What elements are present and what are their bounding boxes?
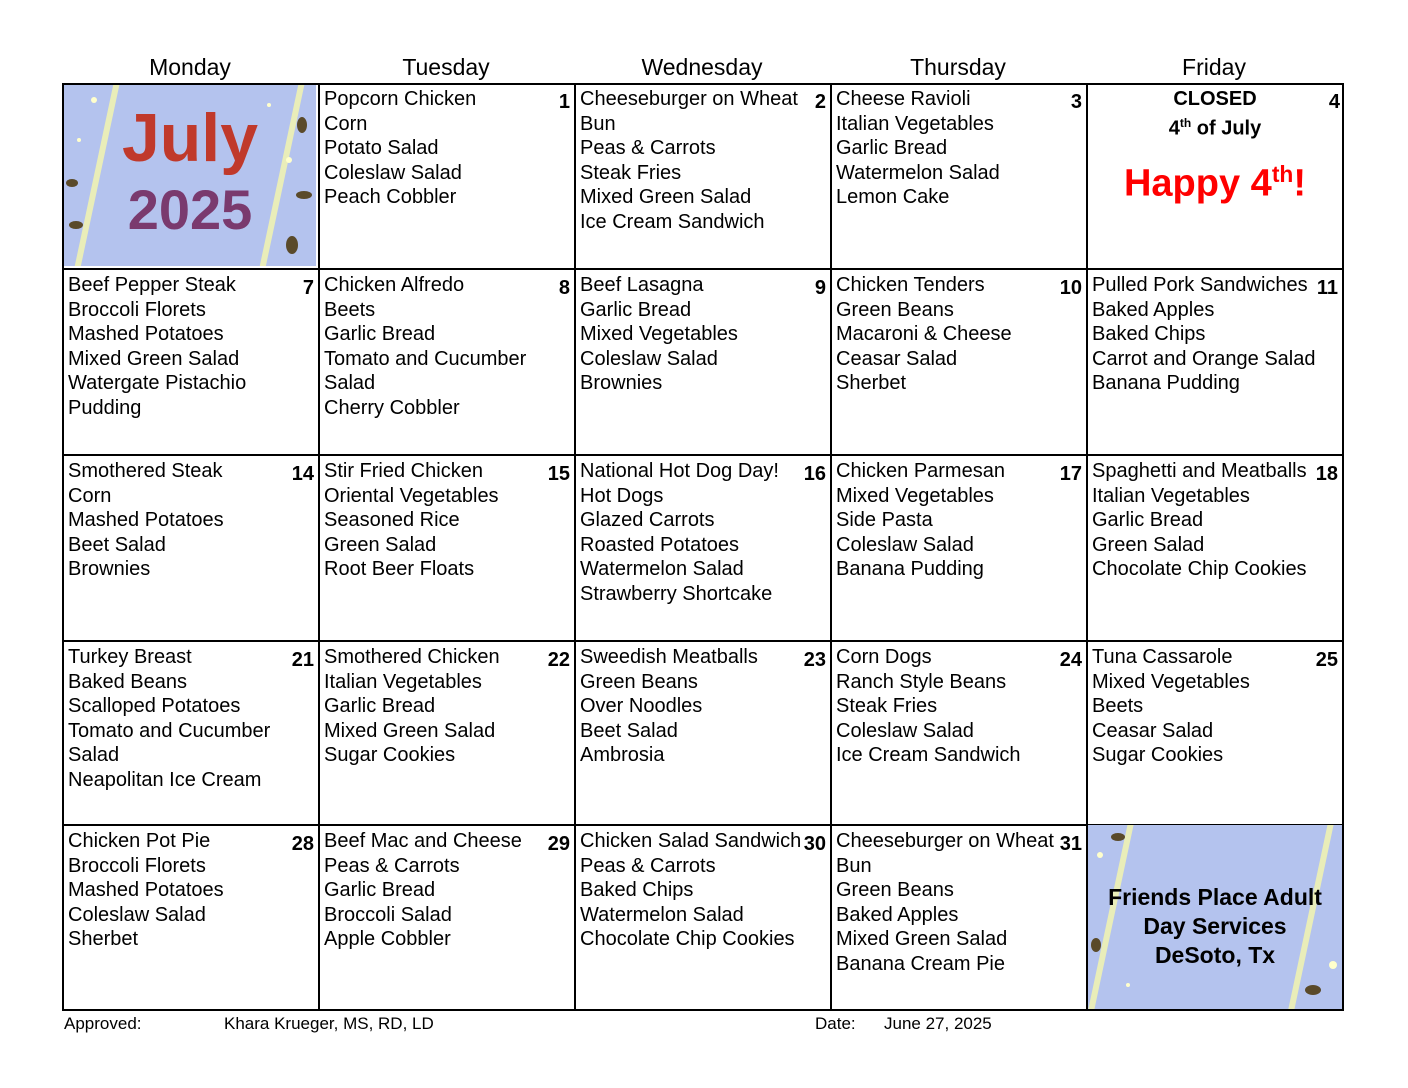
org-line-1: Friends Place Adult	[1108, 884, 1322, 910]
menu-item: Broccoli Florets	[68, 298, 206, 321]
approver-name: Khara Krueger, MS, RD, LD	[224, 1014, 434, 1033]
menu-item: Baked Apples	[836, 903, 959, 926]
day-cell	[576, 457, 828, 641]
approval-date: June 27, 2025	[884, 1014, 992, 1033]
date-number: 28	[291, 833, 314, 855]
date-number: 22	[547, 649, 570, 671]
day-cell	[832, 271, 1084, 455]
menu-item: Lemon Cake	[836, 186, 950, 208]
menu-item: Mixed Vegetables	[1092, 670, 1250, 693]
menu-item: Carrot and Orange Salad	[1092, 347, 1316, 370]
date-number: 18	[1315, 463, 1338, 485]
day-header-monday: Monday	[149, 54, 231, 80]
org-line-3: DeSoto, Tx	[1154, 942, 1276, 968]
menu-items	[68, 459, 314, 582]
day-cell	[832, 85, 1084, 269]
menu-item: Steak Fries	[580, 161, 682, 184]
day-header-tuesday: Tuesday	[402, 54, 490, 80]
menu-item: Mixed Vegetables	[580, 323, 738, 345]
menu-item: Glazed Carrots	[580, 509, 715, 531]
menu-items	[580, 645, 826, 768]
menu-items	[324, 273, 570, 420]
date-number: 8	[558, 277, 570, 299]
menu-items	[68, 829, 314, 952]
day-cell	[64, 271, 316, 455]
menu-item: Baked Chips	[1092, 323, 1206, 345]
menu-item: Sugar Cookies	[324, 744, 456, 766]
menu-item: Cheese Ravioli	[836, 88, 971, 110]
date-label: Date:	[815, 1014, 856, 1033]
organization-banner	[1088, 825, 1342, 1009]
day-cell	[320, 643, 572, 827]
menu-item: Coleslaw Salad	[580, 347, 718, 370]
menu-item: Corn	[324, 112, 368, 135]
menu-item: Ceasar Salad	[836, 347, 958, 370]
menu-item: Cherry Cobbler	[324, 396, 460, 419]
menu-item: Strawberry Shortcake	[580, 582, 773, 605]
menu-item: National Hot Dog Day!	[580, 460, 779, 482]
date-number: 4	[1328, 91, 1340, 113]
menu-items	[580, 87, 826, 234]
menu-items	[324, 459, 570, 582]
menu-item: Beets	[1092, 695, 1144, 717]
menu-item: Seasoned Rice	[324, 509, 460, 531]
menu-item: Smothered Steak	[68, 460, 223, 482]
day-cell	[1088, 457, 1340, 641]
date-number: 16	[803, 463, 826, 485]
menu-item: Ice Cream Sandwich	[580, 210, 765, 233]
menu-item: Broccoli Florets	[68, 854, 206, 877]
menu-item: Italian Vegetables	[1092, 484, 1250, 507]
menu-item: Banana Pudding	[836, 558, 984, 580]
holiday-cell	[1088, 85, 1342, 266]
menu-item: Pulled Pork Sandwiches	[1092, 274, 1308, 296]
menu-item: Green Beans	[836, 298, 954, 321]
menu-item: Ambrosia	[580, 744, 665, 766]
day-cell	[320, 85, 572, 269]
menu-item: Green Salad	[324, 533, 437, 556]
day-cell	[1088, 271, 1340, 455]
menu-items	[580, 273, 826, 396]
menu-items	[324, 829, 570, 952]
menu-item: Watermelon Salad	[580, 903, 744, 926]
date-number: 17	[1059, 463, 1082, 485]
menu-item: Apple Cobbler	[324, 928, 451, 950]
date-number: 14	[291, 463, 314, 485]
menu-item: Beef Mac and Cheese	[324, 830, 522, 852]
menu-item: Sweedish Meatballs	[580, 646, 758, 668]
menu-items	[836, 645, 1082, 768]
menu-item: Garlic Bread	[1092, 509, 1204, 531]
organization-name	[1088, 883, 1342, 970]
date-number: 2	[814, 91, 826, 113]
menu-items	[324, 645, 570, 768]
menu-item: Sherbet	[836, 372, 907, 394]
menu-item: Mixed Green Salad	[580, 186, 752, 208]
menu-item: Neapolitan Ice Cream	[68, 768, 262, 791]
menu-item: Coleslaw Salad	[836, 533, 974, 556]
day-cell	[576, 643, 828, 827]
menu-item: Brownies	[580, 372, 663, 394]
menu-items	[68, 273, 314, 420]
menu-item: Mixed Green Salad	[68, 347, 240, 370]
menu-item: Tuna Cassarole	[1092, 646, 1233, 668]
menu-item: Salad	[324, 372, 376, 394]
menu-item: Side Pasta	[836, 509, 933, 531]
org-line-2: Day Services	[1143, 913, 1287, 939]
date-number: 9	[814, 277, 826, 299]
year: 2025	[127, 178, 253, 241]
happy-4th-message: Happy 4th!	[1123, 161, 1306, 205]
organization-banner-background	[1088, 825, 1342, 1009]
date-number: 10	[1059, 277, 1082, 299]
menu-item: Cheeseburger on Wheat	[836, 830, 1054, 852]
day-cell	[320, 827, 572, 1011]
day-header-friday: Friday	[1182, 54, 1246, 80]
approved-label: Approved:	[64, 1014, 142, 1033]
menu-item: Chicken Tenders	[836, 274, 985, 296]
menu-item: Mixed Green Salad	[324, 719, 496, 742]
menu-item: Beet Salad	[68, 533, 166, 556]
menu-item: Hot Dogs	[580, 484, 664, 507]
date-number: 30	[803, 833, 826, 855]
menu-item: Cheeseburger on Wheat	[580, 88, 798, 110]
day-cell	[320, 271, 572, 455]
menu-item: Ceasar Salad	[1092, 719, 1214, 742]
day-cell	[320, 457, 572, 641]
menu-item: Mashed Potatoes	[68, 879, 224, 901]
closed-label: CLOSED	[1173, 88, 1257, 110]
menu-items	[836, 459, 1082, 582]
menu-item: Baked Apples	[1092, 298, 1215, 321]
menu-item: Green Beans	[580, 670, 698, 693]
menu-item: Garlic Bread	[836, 137, 948, 159]
menu-items	[324, 87, 570, 210]
menu-item: Italian Vegetables	[324, 670, 482, 693]
date-number: 31	[1059, 833, 1082, 855]
menu-item: Watermelon Salad	[836, 161, 1000, 184]
menu-item: Baked Beans	[68, 670, 187, 693]
menu-item: Peas & Carrots	[324, 854, 460, 877]
day-header-wednesday: Wednesday	[641, 54, 763, 80]
month-banner-background	[64, 85, 316, 266]
menu-item: Over Noodles	[580, 695, 703, 717]
menu-items	[1092, 273, 1338, 396]
menu-item: Salad	[68, 744, 120, 766]
menu-item: Mashed Potatoes	[68, 509, 224, 531]
menu-item: Baked Chips	[580, 879, 694, 901]
menu-item: Popcorn Chicken	[324, 88, 477, 110]
menu-item: Chocolate Chip Cookies	[580, 928, 795, 950]
day-header-thursday: Thursday	[910, 54, 1006, 80]
day-cell	[576, 827, 828, 1011]
date-number: 15	[547, 463, 570, 485]
day-cell	[576, 271, 828, 455]
day-cell	[64, 643, 316, 827]
menu-item: Peas & Carrots	[580, 854, 716, 877]
day-cell	[832, 457, 1084, 641]
menu-item: Beef Pepper Steak	[68, 274, 236, 296]
menu-items	[580, 459, 826, 606]
menu-item: Garlic Bread	[324, 323, 436, 345]
closed-notice	[1088, 87, 1342, 141]
day-cell	[576, 85, 828, 269]
menu-item: Mashed Potatoes	[68, 323, 224, 345]
menu-item: Garlic Bread	[324, 879, 436, 901]
menu-items	[836, 87, 1082, 210]
menu-item: Beets	[324, 298, 376, 321]
day-cell	[64, 457, 316, 641]
day-cell	[832, 643, 1084, 827]
date-number: 1	[558, 91, 570, 113]
menu-item: Root Beer Floats	[324, 558, 475, 580]
menu-item: Broccoli Salad	[324, 903, 452, 926]
menu-items	[1092, 645, 1338, 768]
date-number: 29	[547, 833, 570, 855]
menu-items	[580, 829, 826, 952]
menu-item: Coleslaw Salad	[836, 719, 974, 742]
menu-item: Steak Fries	[836, 695, 938, 717]
menu-item: Stir Fried Chicken	[324, 460, 483, 482]
menu-item: Tomato and Cucumber	[68, 719, 271, 742]
date-number: 23	[803, 649, 826, 671]
menu-item: Beef Lasagna	[580, 274, 704, 296]
menu-item: Potato Salad	[324, 137, 439, 159]
menu-item: Spaghetti and Meatballs	[1092, 460, 1307, 482]
menu-item: Peas & Carrots	[580, 137, 716, 159]
menu-item: Chocolate Chip Cookies	[1092, 558, 1307, 580]
date-number: 25	[1315, 649, 1338, 671]
menu-item: Oriental Vegetables	[324, 484, 499, 507]
menu-item: Banana Cream Pie	[836, 952, 1005, 975]
menu-item: Garlic Bread	[580, 298, 692, 321]
menu-item: Green Beans	[836, 879, 954, 901]
menu-items	[836, 273, 1082, 396]
menu-item: Bun	[836, 854, 872, 877]
menu-item: Corn	[68, 484, 112, 507]
menu-item: Mixed Vegetables	[836, 484, 994, 507]
menu-item: Beet Salad	[580, 719, 678, 742]
menu-item: Tomato and Cucumber	[324, 347, 527, 370]
day-cell	[832, 827, 1084, 1011]
menu-item: Ranch Style Beans	[836, 670, 1007, 693]
menu-item: Garlic Bread	[324, 695, 436, 717]
date-number: 21	[291, 649, 314, 671]
menu-item: Roasted Potatoes	[580, 533, 739, 556]
menu-item: Mixed Green Salad	[836, 928, 1008, 950]
menu-item: Coleslaw Salad	[324, 161, 462, 184]
menu-item: Ice Cream Sandwich	[836, 744, 1021, 766]
menu-item: Watermelon Salad	[580, 558, 744, 580]
menu-items	[68, 645, 314, 792]
date-number: 11	[1316, 277, 1338, 299]
menu-items	[1092, 459, 1338, 582]
menu-item: Corn Dogs	[836, 646, 932, 668]
month-name: July	[121, 100, 259, 176]
menu-item: Chicken Parmesan	[836, 460, 1005, 482]
menu-item: Chicken Alfredo	[324, 274, 465, 296]
month-banner	[64, 85, 316, 266]
menu-item: Brownies	[68, 558, 151, 580]
menu-item: Sherbet	[68, 928, 139, 950]
menu-items	[836, 829, 1082, 976]
menu-item: Italian Vegetables	[836, 112, 994, 135]
day-cell	[1088, 643, 1340, 827]
date-number: 24	[1059, 649, 1082, 671]
menu-item: Bun	[580, 112, 616, 135]
menu-item: Chicken Pot Pie	[68, 830, 211, 852]
day-cell	[64, 827, 316, 1011]
menu-item: Coleslaw Salad	[68, 903, 206, 926]
menu-item: Sugar Cookies	[1092, 744, 1224, 766]
menu-item: Watergate Pistachio	[68, 372, 247, 394]
menu-item: Peach Cobbler	[324, 186, 457, 208]
menu-item: Scalloped Potatoes	[68, 695, 241, 717]
menu-item: Green Salad	[1092, 533, 1205, 556]
menu-item: Banana Pudding	[1092, 372, 1240, 394]
menu-item: Smothered Chicken	[324, 646, 500, 668]
menu-item: Turkey Breast	[68, 646, 192, 668]
date-number: 3	[1070, 91, 1082, 113]
menu-item: Macaroni & Cheese	[836, 323, 1012, 345]
holiday-name: 4th of July	[1168, 116, 1262, 140]
menu-item: Chicken Salad Sandwich	[580, 830, 802, 852]
date-number: 7	[302, 277, 314, 299]
firefly-icon	[64, 85, 316, 266]
menu-item: Pudding	[68, 396, 142, 419]
